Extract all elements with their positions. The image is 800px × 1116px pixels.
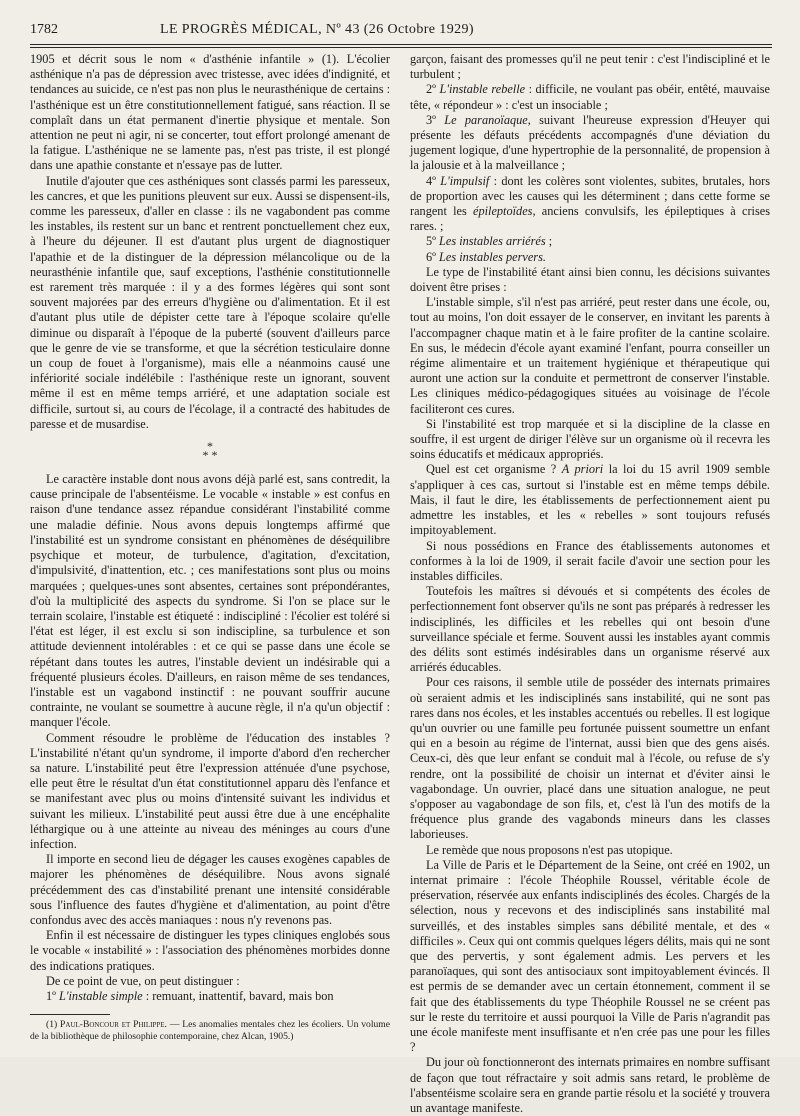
paragraph: Enfin il est nécessaire de distinguer les types cliniques englobés sous le vocable « instabilité » : l'association des phénomènes morbides donne des indications pratiques.: [30, 928, 390, 973]
footnote: [30, 1019, 390, 1042]
list-item: [410, 174, 770, 235]
item-number: 5º: [426, 234, 436, 249]
emphasis: A priori: [561, 462, 604, 477]
item-label: Les instables pervers.: [439, 249, 546, 264]
item-label-secondary: épileptoïdes: [473, 204, 533, 219]
paragraph: L'instable simple, s'il n'est pas arriéré, peut rester dans une école, ou, tout au moins, l'on doit essayer de le conserver, en invitant les parents à l'accompagner chaque matin et à le faire profiter de la cantine scolaire. En sus, le médecin d'école ayant examiné l'enfant, pourra conseiller un régime alimentaire et un traitement hygiénique et thérapeutique qui auront une action sur la conduite et permettront de conserver l'instable. Les cliniques médico-pédagogiques situées au voisinage de l'école faciliteront ces cures.: [410, 295, 770, 416]
running-title: LE PROGRÈS MÉDICAL, Nº 43 (26 Octobre 1929): [160, 22, 474, 37]
item-number: 6º: [426, 249, 436, 264]
header-rule: [30, 44, 772, 45]
item-label: Le paranoïaque: [444, 112, 528, 127]
footnote-rule: [30, 1014, 110, 1015]
list-item: [410, 250, 770, 265]
item-text: : difficile, ne voulant pas obéir, entêté, mauvaise tête, « répondeur » : c'est un insociable ;: [410, 82, 770, 112]
item-label: L'instable rebelle: [439, 82, 526, 97]
item-number: 1º: [46, 988, 56, 1003]
list-item: [410, 234, 770, 249]
paragraph: Toutefois les maîtres si dévoués et si compétents des écoles de perfectionnement font observer qu'ils ne sont pas préparés à redresser les indisciplinés, les difficiles et les rebelles qui ont besoin d'une surveillance spéciale et ferme. Souvent aussi les instables ayant commis des délits sont estimés indésirables dans un organisme réservé aux arriérés éducables.: [410, 584, 770, 675]
paragraph: garçon, faisant des promesses qu'il ne peut tenir : c'est l'indiscipliné et le turbulent ;: [410, 52, 770, 82]
paragraph: Comment résoudre le problème de l'éducation des instables ? L'instabilité n'étant qu'un syndrome, il importe d'abord d'en rechercher sa nature. L'instabilité peut être l'expression atténuée d'une psychose, elle peut être le résultat d'un état constitutionnel apparu dès l'enfance et se manifestant avec plus ou moins d'intensité suivant les individus et suivant les milieux. L'instabilité peut aussi être due à une encéphalite léthargique ou à une atteinte au niveau des méninges au cours d'une infection.: [30, 730, 390, 851]
footnote-authors: Paul-Boncour et Philippe.: [60, 1019, 167, 1031]
item-text: : remuant, inattentif, bavard, mais bon: [142, 988, 334, 1003]
running-header: [30, 22, 770, 42]
list-item: [30, 989, 390, 1004]
item-number: 2º: [426, 82, 436, 97]
paragraph: Pour ces raisons, il semble utile de posséder des internats primaires où seraient admis et les indisciplinés sans instabilité, qui ne sont pas rares dans nos écoles, et les instables accentués ou rebelles. Il est logique qu'un ouvrier ou une famille peu fortunée puissent soumettre un enfant qui en a besoin au régime de l'internat, aussi bien que des gens aisés. Ceux-ci, dès que leur enfant se conduit mal à l'école, ou refuse de s'y rendre, ont la possibilité de choisir un internat et d'éviter ainsi le vagabondage. Un ouvrier, placé dans une situation analogue, ne peut s'opposer au vagabondage de son fils, et, c'est là l'un des motifs de la fréquence plus grande des vagabonds mineurs dans les classes laborieuses.: [410, 675, 770, 842]
page-number: 1782: [30, 22, 58, 37]
footnote-text: — Les anomalies mentales chez les écoliers. Un volume de la bibliothèque de philosophie contemporaine, chez Alcan, 1905.): [30, 1019, 391, 1042]
paragraph-text: la loi du 15 avril 1909 semble s'appliquer à ces cas, surtout si l'instable est en même temps débile. Mais, il faut le dire, les établissements de perfectionnement aient pu admettre les instables, et les « rebelles » sont toujours refusés impitoyablement.: [410, 462, 770, 538]
list-item: [410, 113, 770, 174]
paragraph: La Ville de Paris et le Département de la Seine, ont créé en 1902, un internat primaire : l'école Théophile Roussel, véritable école de préservation, réservée aux enfants indisciplinés des écoles. Chargés de la sélection, nous y recevons et des indisciplinés sans instabilité mal surveillés, et des instables simples sans débilité mentale, et des « difficiles ». Ceux qui ont commis quelques légers délits, mais qui ne sont que des pervertis, y sont également admis. Les pervers et les paranoïaques, qui sont des antisociaux sont impitoyablement évincés. Il est permis de se demander avec un certain étonnement, comment il se fait que des établissements du type Théophile Roussel ne se créent pas sur le reste du territoire et aussi pourquoi la Ville de Paris n'agrandit pas une école manifeste ment insuffisante et n'en crée pas une pour les filles ?: [410, 857, 770, 1055]
right-column: [410, 52, 770, 1116]
left-column: [30, 52, 390, 1042]
item-number: 4º: [426, 173, 436, 188]
paragraph-text: Quel est cet organisme ?: [426, 462, 562, 477]
paragraph: Le caractère instable dont nous avons déjà parlé est, sans contredit, la cause principale de l'absentéisme. Le vocable « instable » est confus en raison d'une tendance assez répandue considérant l'instabilité comme une maladie définie. Nous avons depuis longtemps affirmé que l'instabilité est un syndrome consistant en phénomènes de déséquilibre psychique et moteur, de turbulence, d'agitation, d'excitation, d'impulsivité, d'inattention, etc. ; ces manifestations sont plus ou moins marquées ; quelques-unes sont absentes, certaines sont prépondérantes, d'où la multiplicité des aspects du syndrome. Si l'on se place sur le terrain scolaire, l'instable est étiqueté : indiscipliné : l'écolier est toléré si l'état est léger, il est exclu si son indiscipline, sa turbulence et son attitude deviennent intolérables : et ce qui se passe dans une école se répétant dans toutes les autres, l'instable devient un indésirable qui a fréquenté plusieurs écoles. D'ailleurs, en raison même de ses tendances, l'instable est un vagabond instinctif : ne pouvant souffrir aucune contrainte, ne voulant se soumettre à aucune règle, il n'a qu'un objectif : manquer l'école.: [30, 472, 390, 730]
header-rule-thin: [30, 47, 772, 48]
paragraph: Inutile d'ajouter que ces asthéniques sont classés parmi les paresseux, les cancres, et que les punitions pleuvent sur eux. Aussi se dispensent-ils, comme les paresseux, d'aller en classe : ils ne vagabondent pas comme les instables, ils restent sur un banc et rentrent ponctuellement chez eux, à l'heure du déjeuner. Il est d'autant plus urgent de diagnostiquer l'apathie et de la distinguer de la dépression mélancolique ou de la neurasthénie infantile que, sauf exceptions, l'asthénie constitutionnelle est rarement très marquée : il y a des formes légères qui sont sont souvent majorées par des erreurs d'hygiène ou d'alimentation. Et il est d'autant plus utile de dépister cette tare à l'époque scolaire qu'elle diminue ou disparaît à l'époque de la puberté (souvent d'ailleurs parce que le genre de vie se transforme, et que la sécrétion testiculaire donne un coup de fouet à l'organisme), mais elle a néanmoins causé une infériorité sociale indélébile : l'asthénique reste un ignorant, souvent même il est en même temps arriéré, et une adaptation sociale est difficile, surtout si, au cours de l'écolage, il a contracté des habitudes de paresse et de musardise.: [30, 173, 390, 431]
paragraph: De ce point de vue, on peut distinguer :: [46, 973, 240, 988]
paragraph: Du jour où fonctionneront des internats primaires en nombre suffisant de façon que tout réfractaire y soit admis sans retard, le problème de l'absentéisme scolaire sera en grande partie résolu et la société y trouvera un avantage manifeste.: [410, 1055, 770, 1116]
paragraph: Il importe en second lieu de dégager les causes exogènes capables de majorer les phénomènes de déséquilibre. Nous avons signalé précédemment des cas d'instabilité prenant une intensité considérable sous l'influence des fautes d'hygiène et d'alimentation, au point d'être confondus avec des accès maniaques : nous n'y revenons pas.: [30, 852, 390, 927]
list-item: [410, 82, 770, 112]
paragraph: [410, 462, 770, 538]
item-text: , anciens convulsifs, les épileptiques à crises rares. ;: [410, 204, 770, 234]
paragraph: 1905 et décrit sous le nom « d'asthénie infantile » (1). L'écolier asthénique n'a pas de dépression avec tristesse, avec idées d'indignité, et tendances au suicide, ce n'est pas non plus le neurasthénique de certains : l'asthénique est un être constitutionnellement fatigué, sans réaction. Il se complaît dans un état permanent d'inertie physique et mentale. Son attention ne peut ni agir, ni se concerter, tout effort prolongé amenant de la fatigue. L'asthénique ne se lamente pas, n'est pas triste, il est plongé dans une apathie constante et n'essaye pas de lutter.: [30, 52, 390, 173]
item-label: L'instable simple: [59, 988, 143, 1003]
item-text: ;: [545, 234, 553, 249]
item-text: : dont les colères sont violentes, subites, brutales, hors de proportion avec les causes qui les déterminent ; dans cette forme se rangent les: [410, 173, 770, 219]
paragraph: Si nous possédions en France des établissements autonomes et conformes à la loi de 1909, il serait facile d'avoir une section pour les instables difficiles.: [410, 538, 770, 583]
footnote-number: (1): [46, 1019, 58, 1031]
paragraph: Le type de l'instabilité étant ainsi bien connu, les décisions suivantes doivent être prises :: [410, 264, 770, 295]
item-text: , suivant l'heureuse expression d'Heuyer qui présente les défauts précédents accompagnés d'une déviation du jugement logique, d'une hypertrophie de la personnalité, de propension à la jalousie et à la malveillance ;: [410, 112, 771, 173]
item-number: 3º: [426, 112, 436, 127]
paragraph: Si l'instabilité est trop marquée et si la discipline de la classe en souffre, il est urgent de diriger l'élève sur un organisme où il recevra les soins éducatifs et médicaux appropriés.: [410, 416, 770, 462]
item-label: L'impulsif: [440, 173, 490, 188]
paragraph: Le remède que nous proposons n'est pas utopique.: [426, 842, 673, 857]
item-label: Les instables arriérés: [439, 234, 546, 249]
section-separator: * * *: [202, 439, 218, 463]
